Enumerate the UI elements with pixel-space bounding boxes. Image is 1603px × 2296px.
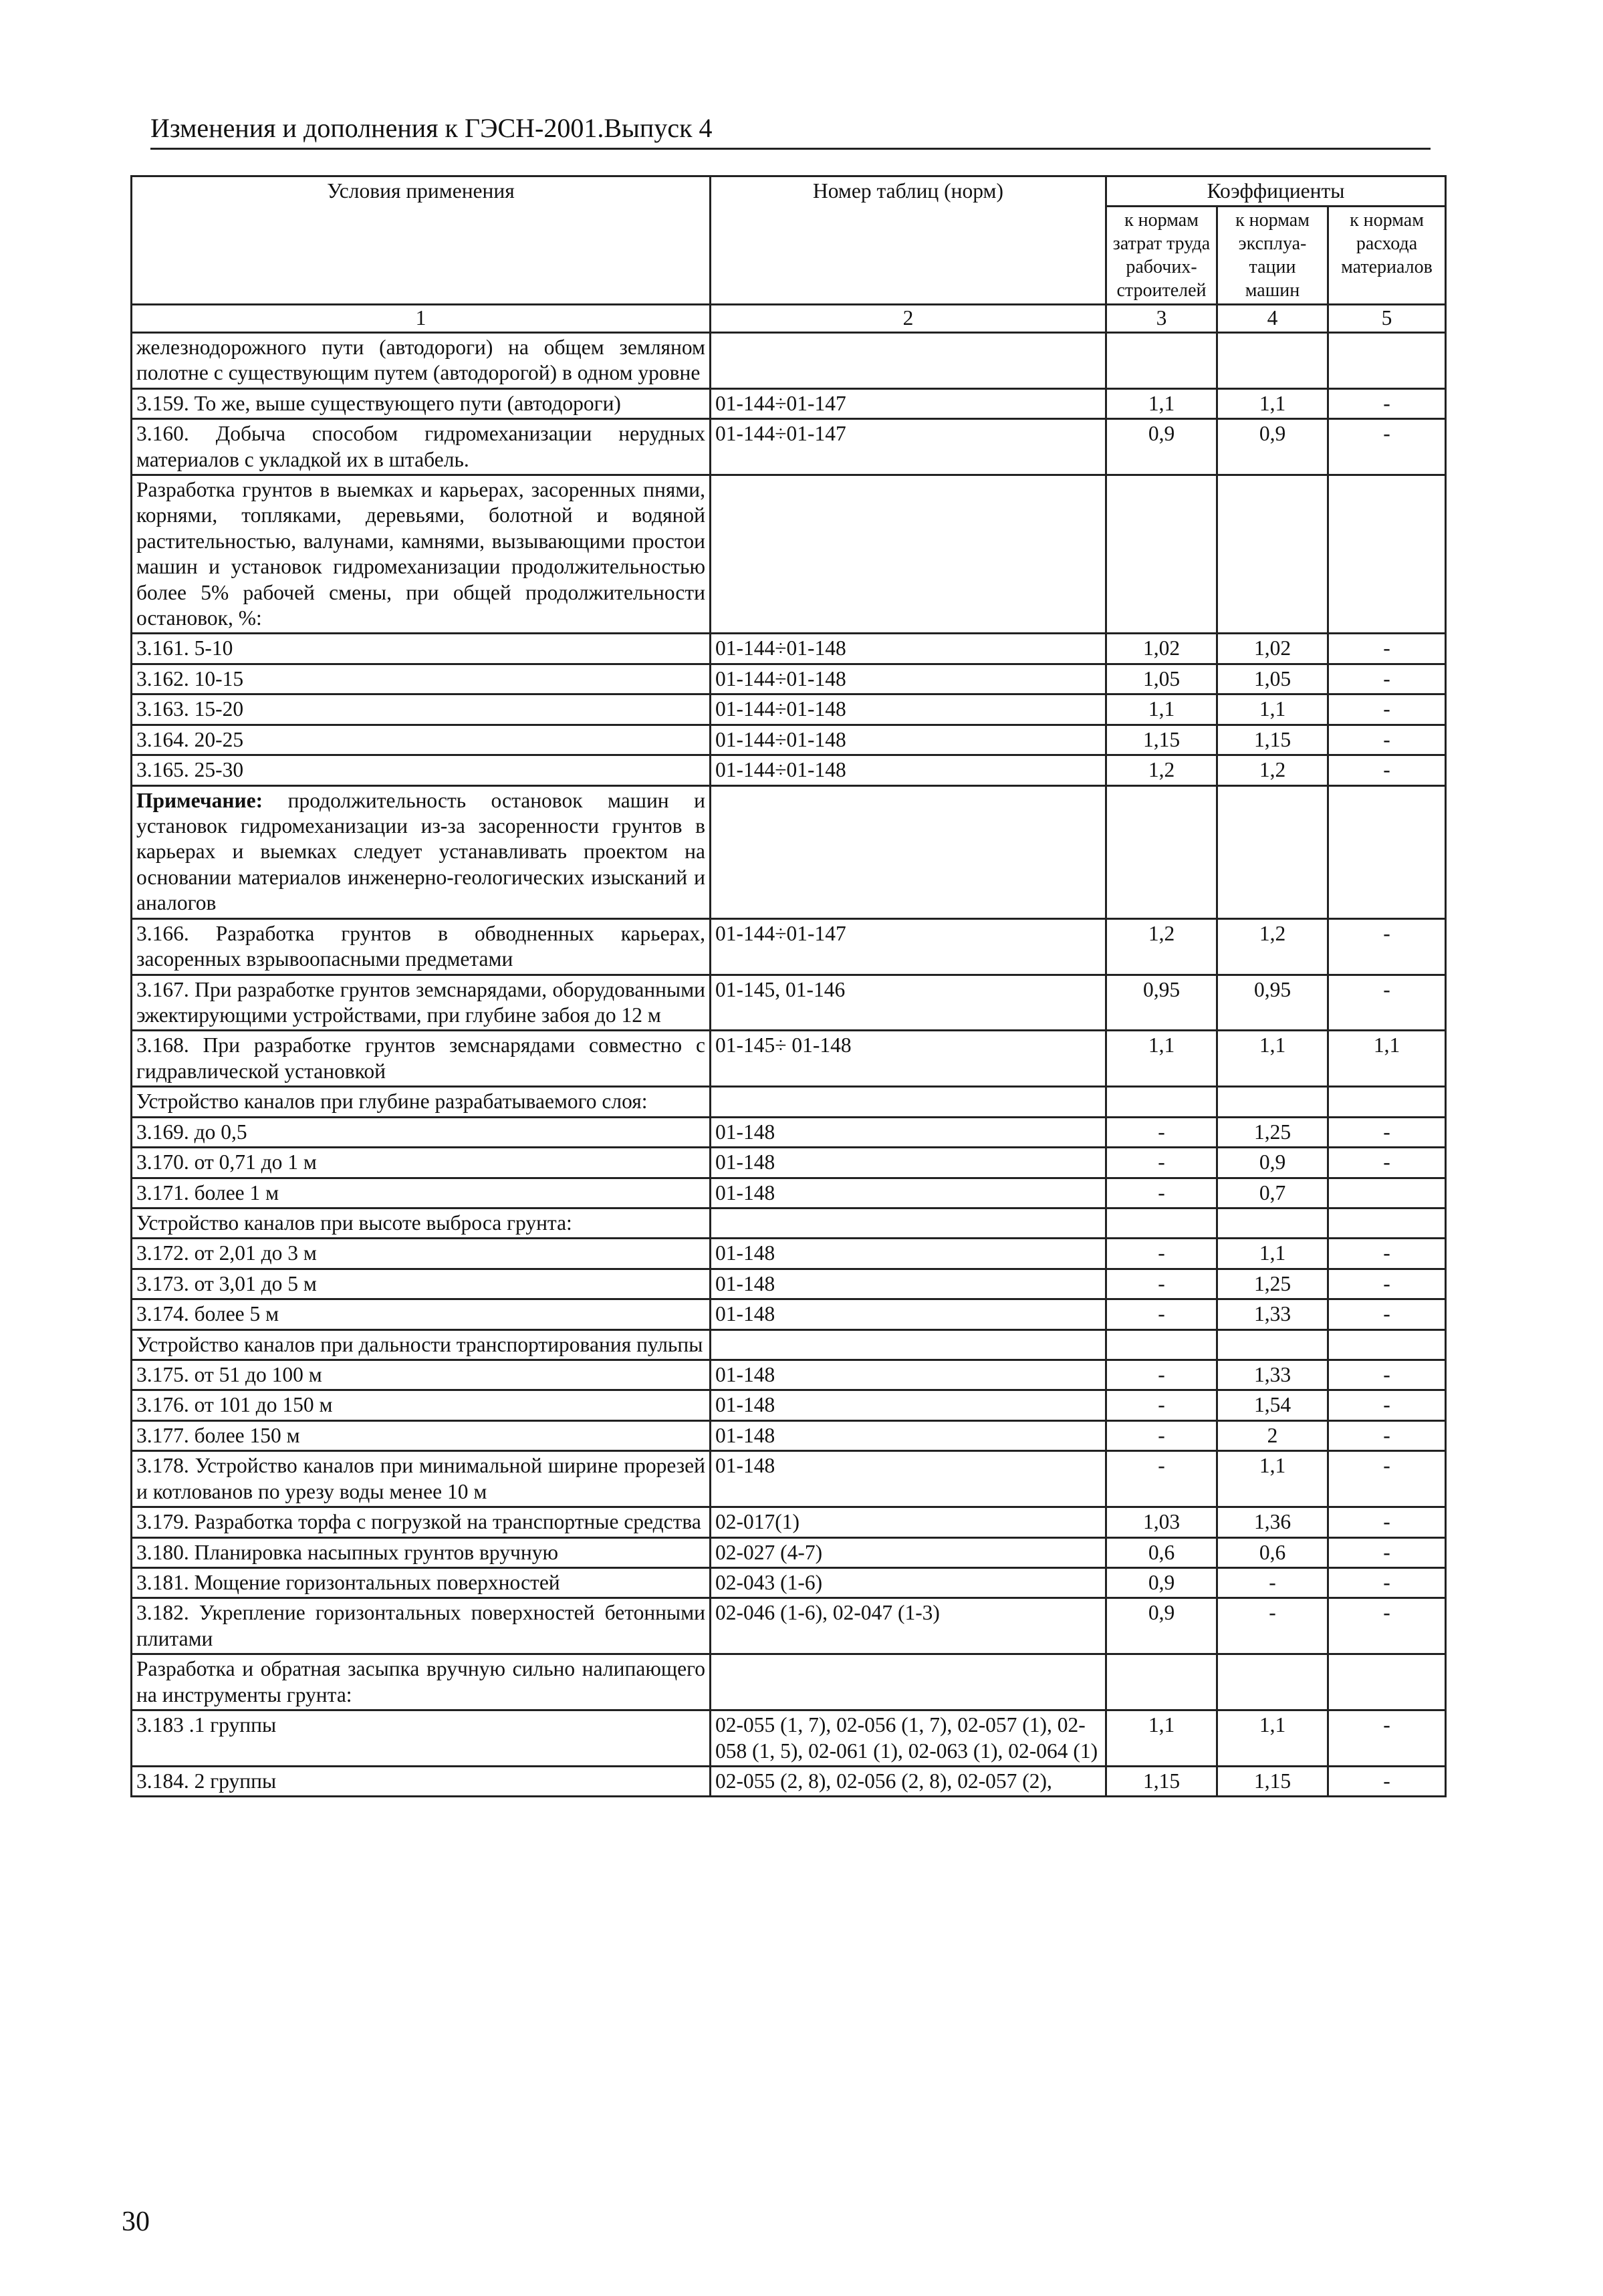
column-number: 2: [711, 305, 1106, 332]
column-number: 5: [1328, 305, 1446, 332]
condition-cell: 3.159. То же, выше существующего пути (автодороги): [132, 388, 711, 418]
machines-coefficient-cell: [1217, 1329, 1328, 1360]
table-numbers-cell: [711, 1329, 1106, 1360]
header-labor: к нормам затрат труда рабочих-строителей: [1106, 207, 1217, 305]
table-row: [132, 975, 1446, 1031]
labor-coefficient-cell: [1106, 475, 1217, 634]
table-row: [132, 475, 1446, 634]
labor-coefficient-cell: -: [1106, 1239, 1217, 1269]
labor-coefficient-cell: 0,9: [1106, 1567, 1217, 1598]
machines-coefficient-cell: 1,1: [1217, 694, 1328, 725]
condition-cell: 3.178. Устройство каналов при минимальной ширине прорезей и котлованов по урезу воды менее 10 м: [132, 1451, 711, 1507]
materials-coefficient-cell: -: [1328, 664, 1446, 694]
machines-coefficient-cell: 1,36: [1217, 1507, 1328, 1537]
condition-cell: 3.176. от 101 до 150 м: [132, 1390, 711, 1420]
table-row: [132, 1420, 1446, 1450]
machines-coefficient-cell: -: [1217, 1567, 1328, 1598]
materials-coefficient-cell: [1328, 1208, 1446, 1238]
table-numbers-cell: [711, 1654, 1106, 1710]
table-row: [132, 634, 1446, 664]
machines-coefficient-cell: 1,05: [1217, 664, 1328, 694]
table-row: [132, 1299, 1446, 1329]
condition-cell: 3.184. 2 группы: [132, 1766, 711, 1796]
condition-cell: 3.166. Разработка грунтов в обводненных карьерах, засоренных взрывоопасными предметами: [132, 918, 711, 975]
table-row: [132, 388, 1446, 418]
table-row: [132, 1178, 1446, 1208]
machines-coefficient-cell: [1217, 332, 1328, 388]
materials-coefficient-cell: [1328, 475, 1446, 634]
materials-coefficient-cell: -: [1328, 419, 1446, 475]
materials-coefficient-cell: -: [1328, 634, 1446, 664]
table-numbers-cell: 01-144÷01-147: [711, 918, 1106, 975]
table-numbers-cell: 01-145÷ 01-148: [711, 1031, 1106, 1087]
table-numbers-cell: 01-144÷01-147: [711, 388, 1106, 418]
table-row: [132, 1148, 1446, 1178]
condition-cell: 3.171. более 1 м: [132, 1178, 711, 1208]
condition-cell: Разработка грунтов в выемках и карьерах, засоренных пнями, корнями, топляками, деревьями, болотной и водяной растительностью, валунами, камнями, вызывающими простои машин и установок гидромеханизации продолжительностью более 5% рабочей смены, при общей продолжительности остановок, %:: [132, 475, 711, 634]
condition-cell: 3.168. При разработке грунтов земснарядами совместно с гидравлической установкой: [132, 1031, 711, 1087]
labor-coefficient-cell: -: [1106, 1299, 1217, 1329]
labor-coefficient-cell: 0,6: [1106, 1537, 1217, 1567]
machines-coefficient-cell: 0,6: [1217, 1537, 1328, 1567]
table-numbers-cell: 02-055 (2, 8), 02-056 (2, 8), 02-057 (2),: [711, 1766, 1106, 1796]
table-numbers-cell: 01-144÷01-148: [711, 694, 1106, 725]
condition-cell: 3.167. При разработке грунтов земснарядами, оборудованными эжектирующими устройствами, при глубине забоя до 12 м: [132, 975, 711, 1031]
table-numbers-cell: 01-148: [711, 1390, 1106, 1420]
labor-coefficient-cell: [1106, 332, 1217, 388]
condition-cell: 3.181. Мощение горизонтальных поверхностей: [132, 1567, 711, 1598]
materials-coefficient-cell: -: [1328, 1420, 1446, 1450]
materials-coefficient-cell: -: [1328, 755, 1446, 785]
machines-coefficient-cell: 0,9: [1217, 1148, 1328, 1178]
machines-coefficient-cell: [1217, 1087, 1328, 1117]
table-row: [132, 1390, 1446, 1420]
machines-coefficient-cell: 1,1: [1217, 1239, 1328, 1269]
labor-coefficient-cell: -: [1106, 1451, 1217, 1507]
condition-cell: 3.179. Разработка торфа с погрузкой на транспортные средства: [132, 1507, 711, 1537]
condition-cell: Устройство каналов при высоте выброса грунта:: [132, 1208, 711, 1238]
labor-coefficient-cell: -: [1106, 1117, 1217, 1147]
machines-coefficient-cell: 1,25: [1217, 1269, 1328, 1299]
labor-coefficient-cell: -: [1106, 1269, 1217, 1299]
materials-coefficient-cell: -: [1328, 1148, 1446, 1178]
machines-coefficient-cell: [1217, 1208, 1328, 1238]
materials-coefficient-cell: -: [1328, 1507, 1446, 1537]
table-numbers-cell: 02-017(1): [711, 1507, 1106, 1537]
condition-cell: 3.177. более 150 м: [132, 1420, 711, 1450]
condition-cell: 3.175. от 51 до 100 м: [132, 1360, 711, 1390]
labor-coefficient-cell: 1,05: [1106, 664, 1217, 694]
table-row: [132, 1537, 1446, 1567]
table-row: [132, 1031, 1446, 1087]
table-numbers-cell: 02-043 (1-6): [711, 1567, 1106, 1598]
table-row: [132, 1117, 1446, 1147]
table-numbers-cell: 02-055 (1, 7), 02-056 (1, 7), 02-057 (1), 02-058 (1, 5), 02-061 (1), 02-063 (1), 02-064 (1): [711, 1710, 1106, 1767]
header-materials: к нормам расхода материалов: [1328, 207, 1446, 305]
machines-coefficient-cell: [1217, 475, 1328, 634]
table-row: [132, 1208, 1446, 1238]
labor-coefficient-cell: 1,03: [1106, 1507, 1217, 1537]
table-numbers-cell: [711, 332, 1106, 388]
condition-cell: железнодорожного пути (автодороги) на общем земляном полотне с существующим путем (автодорогой) в одном уровне: [132, 332, 711, 388]
machines-coefficient-cell: 0,7: [1217, 1178, 1328, 1208]
machines-coefficient-cell: -: [1217, 1598, 1328, 1654]
table-numbers-cell: 02-027 (4-7): [711, 1537, 1106, 1567]
labor-coefficient-cell: 1,2: [1106, 918, 1217, 975]
materials-coefficient-cell: -: [1328, 725, 1446, 755]
table-row: [132, 1087, 1446, 1117]
condition-cell: 3.180. Планировка насыпных грунтов вручную: [132, 1537, 711, 1567]
materials-coefficient-cell: [1328, 1087, 1446, 1117]
machines-coefficient-cell: 1,25: [1217, 1117, 1328, 1147]
materials-coefficient-cell: -: [1328, 388, 1446, 418]
machines-coefficient-cell: 1,15: [1217, 1766, 1328, 1796]
table-numbers-cell: 01-148: [711, 1299, 1106, 1329]
table-numbers-cell: 01-148: [711, 1178, 1106, 1208]
labor-coefficient-cell: 1,15: [1106, 1766, 1217, 1796]
labor-coefficient-cell: [1106, 1087, 1217, 1117]
labor-coefficient-cell: 1,1: [1106, 388, 1217, 418]
note-text: продолжительность остановок машин и установок гидромеханизации из-за засоренности грунтов в карьерах и выемках следует устанавливать проектом на основании материалов инженерно-геологических изысканий и аналогов: [136, 788, 705, 915]
note-label: Примечание:: [136, 788, 263, 812]
table-row: [132, 918, 1446, 975]
materials-coefficient-cell: -: [1328, 1567, 1446, 1598]
labor-coefficient-cell: 1,1: [1106, 1031, 1217, 1087]
table-numbers-cell: 01-148: [711, 1239, 1106, 1269]
materials-coefficient-cell: -: [1328, 1598, 1446, 1654]
page-header: Изменения и дополнения к ГЭСН-2001.Выпуск 4: [150, 112, 1431, 150]
labor-coefficient-cell: 1,1: [1106, 1710, 1217, 1767]
condition-cell: 3.174. более 5 м: [132, 1299, 711, 1329]
materials-coefficient-cell: -: [1328, 1451, 1446, 1507]
machines-coefficient-cell: 1,33: [1217, 1299, 1328, 1329]
table-numbers-cell: [711, 785, 1106, 918]
materials-coefficient-cell: -: [1328, 1117, 1446, 1147]
table-row: [132, 1451, 1446, 1507]
condition-cell: 3.165. 25-30: [132, 755, 711, 785]
condition-cell: 3.170. от 0,71 до 1 м: [132, 1148, 711, 1178]
machines-coefficient-cell: 1,02: [1217, 634, 1328, 664]
table-body: [132, 332, 1446, 1797]
materials-coefficient-cell: -: [1328, 1766, 1446, 1796]
labor-coefficient-cell: [1106, 1208, 1217, 1238]
machines-coefficient-cell: 1,1: [1217, 1710, 1328, 1767]
table-numbers-cell: 02-046 (1-6), 02-047 (1-3): [711, 1598, 1106, 1654]
machines-coefficient-cell: 0,95: [1217, 975, 1328, 1031]
materials-coefficient-cell: 1,1: [1328, 1031, 1446, 1087]
table-row: [132, 1598, 1446, 1654]
machines-coefficient-cell: [1217, 785, 1328, 918]
condition-cell: 3.173. от 3,01 до 5 м: [132, 1269, 711, 1299]
table-row: [132, 1710, 1446, 1767]
materials-coefficient-cell: -: [1328, 1299, 1446, 1329]
header-machines: к нормам эксплуа-тации машин: [1217, 207, 1328, 305]
table-row: [132, 1269, 1446, 1299]
table-row: [132, 1567, 1446, 1598]
condition-cell: 3.169. до 0,5: [132, 1117, 711, 1147]
page-number: 30: [122, 2206, 150, 2237]
condition-cell: 3.161. 5-10: [132, 634, 711, 664]
condition-cell: Устройство каналов при глубине разрабатываемого слоя:: [132, 1087, 711, 1117]
labor-coefficient-cell: [1106, 1329, 1217, 1360]
condition-cell: [132, 785, 711, 918]
condition-cell: Разработка и обратная засыпка вручную сильно налипающего на инструменты грунта:: [132, 1654, 711, 1710]
condition-cell: 3.163. 15-20: [132, 694, 711, 725]
table-numbers-cell: [711, 1208, 1106, 1238]
column-number: 3: [1106, 305, 1217, 332]
materials-coefficient-cell: -: [1328, 1537, 1446, 1567]
condition-cell: Устройство каналов при дальности транспортирования пульпы: [132, 1329, 711, 1360]
table-numbers-cell: 01-148: [711, 1148, 1106, 1178]
table-row: [132, 785, 1446, 918]
column-number: 1: [132, 305, 711, 332]
materials-coefficient-cell: [1328, 1329, 1446, 1360]
labor-coefficient-cell: 0,9: [1106, 1598, 1217, 1654]
table-row: [132, 1654, 1446, 1710]
table-numbers-cell: 01-148: [711, 1117, 1106, 1147]
machines-coefficient-cell: 1,1: [1217, 1031, 1328, 1087]
table-numbers-cell: 01-148: [711, 1269, 1106, 1299]
table-numbers-cell: 01-148: [711, 1420, 1106, 1450]
materials-coefficient-cell: -: [1328, 1239, 1446, 1269]
header-conditions: Условия применения: [132, 176, 711, 305]
table-numbers-cell: 01-144÷01-148: [711, 755, 1106, 785]
column-number: 4: [1217, 305, 1328, 332]
materials-coefficient-cell: [1328, 1654, 1446, 1710]
materials-coefficient-cell: -: [1328, 1390, 1446, 1420]
machines-coefficient-cell: 1,33: [1217, 1360, 1328, 1390]
header-coefficients: Коэффициенты: [1106, 176, 1446, 207]
table-numbers-cell: 01-144÷01-148: [711, 634, 1106, 664]
materials-coefficient-cell: [1328, 1178, 1446, 1208]
machines-coefficient-cell: 1,1: [1217, 388, 1328, 418]
condition-cell: 3.183 .1 группы: [132, 1710, 711, 1767]
table-numbers-cell: 01-148: [711, 1360, 1106, 1390]
table-row: [132, 1507, 1446, 1537]
labor-coefficient-cell: -: [1106, 1148, 1217, 1178]
table-row: [132, 1360, 1446, 1390]
labor-coefficient-cell: 1,1: [1106, 694, 1217, 725]
table-numbers-cell: [711, 1087, 1106, 1117]
machines-coefficient-cell: [1217, 1654, 1328, 1710]
labor-coefficient-cell: 0,95: [1106, 975, 1217, 1031]
table-row: [132, 725, 1446, 755]
materials-coefficient-cell: -: [1328, 1360, 1446, 1390]
table-numbers-cell: 01-148: [711, 1451, 1106, 1507]
labor-coefficient-cell: -: [1106, 1360, 1217, 1390]
table-row: [132, 1766, 1446, 1796]
table-row: [132, 1239, 1446, 1269]
machines-coefficient-cell: 1,54: [1217, 1390, 1328, 1420]
labor-coefficient-cell: -: [1106, 1178, 1217, 1208]
machines-coefficient-cell: 1,1: [1217, 1451, 1328, 1507]
materials-coefficient-cell: -: [1328, 975, 1446, 1031]
materials-coefficient-cell: [1328, 785, 1446, 918]
materials-coefficient-cell: -: [1328, 1269, 1446, 1299]
condition-cell: 3.160. Добыча способом гидромеханизации нерудных материалов с укладкой их в штабель.: [132, 419, 711, 475]
condition-cell: 3.182. Укрепление горизонтальных поверхностей бетонными плитами: [132, 1598, 711, 1654]
table-row: [132, 332, 1446, 388]
table-row: [132, 694, 1446, 725]
table-row: [132, 755, 1446, 785]
labor-coefficient-cell: [1106, 1654, 1217, 1710]
materials-coefficient-cell: [1328, 332, 1446, 388]
machines-coefficient-cell: 0,9: [1217, 419, 1328, 475]
materials-coefficient-cell: -: [1328, 694, 1446, 725]
condition-cell: 3.164. 20-25: [132, 725, 711, 755]
labor-coefficient-cell: -: [1106, 1420, 1217, 1450]
machines-coefficient-cell: 1,2: [1217, 755, 1328, 785]
table-numbers-cell: 01-145, 01-146: [711, 975, 1106, 1031]
machines-coefficient-cell: 2: [1217, 1420, 1328, 1450]
table-row: [132, 419, 1446, 475]
machines-coefficient-cell: 1,2: [1217, 918, 1328, 975]
labor-coefficient-cell: 1,02: [1106, 634, 1217, 664]
table-numbers-cell: 01-144÷01-148: [711, 725, 1106, 755]
machines-coefficient-cell: 1,15: [1217, 725, 1328, 755]
coefficients-table: [130, 175, 1447, 1797]
labor-coefficient-cell: 1,15: [1106, 725, 1217, 755]
header-tables: Номер таблиц (норм): [711, 176, 1106, 305]
table-numbers-cell: 01-144÷01-147: [711, 419, 1106, 475]
materials-coefficient-cell: -: [1328, 1710, 1446, 1767]
materials-coefficient-cell: -: [1328, 918, 1446, 975]
table-numbers-cell: [711, 475, 1106, 634]
labor-coefficient-cell: [1106, 785, 1217, 918]
labor-coefficient-cell: 0,9: [1106, 419, 1217, 475]
labor-coefficient-cell: 1,2: [1106, 755, 1217, 785]
table-row: [132, 664, 1446, 694]
table-row: [132, 1329, 1446, 1360]
condition-cell: 3.172. от 2,01 до 3 м: [132, 1239, 711, 1269]
labor-coefficient-cell: -: [1106, 1390, 1217, 1420]
table-numbers-cell: 01-144÷01-148: [711, 664, 1106, 694]
condition-cell: 3.162. 10-15: [132, 664, 711, 694]
